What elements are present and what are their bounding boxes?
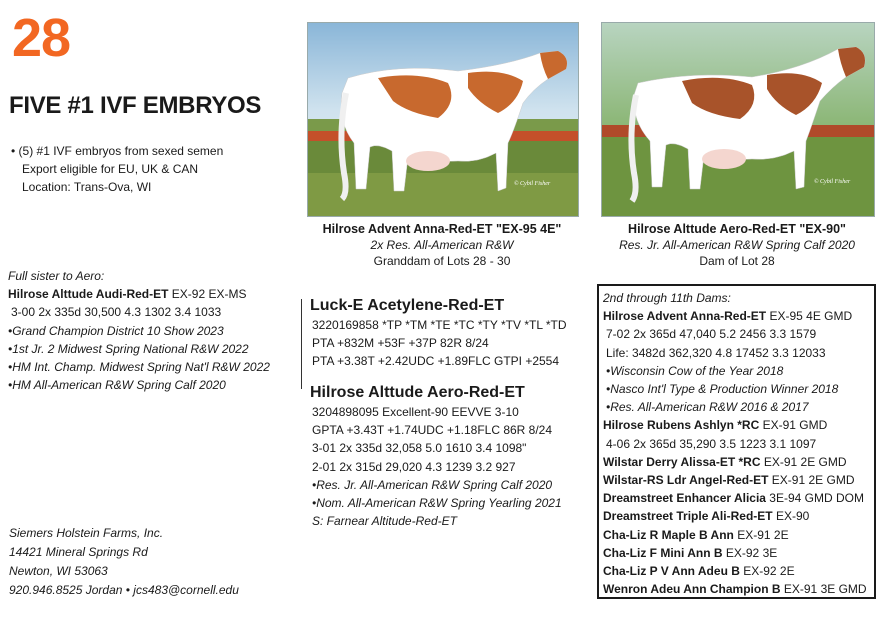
dam-ancestor-detail: EX-91 2E	[733, 527, 789, 542]
dams-box	[597, 284, 876, 599]
dam-sire-line: S: Farnear Altitude-Red-ET	[312, 514, 457, 529]
caption-dam	[582, 221, 892, 269]
dam-ancestor-detail: EX-91 2E GMD	[760, 454, 847, 469]
photo-dam	[601, 22, 875, 217]
dam-ancestor-detail: 3E-94 GMD DOM	[765, 491, 864, 506]
dam-ancestor-name: Dreamstreet Triple Ali-Red-ET	[603, 509, 773, 524]
photo-watermark: © Cybil Fisher	[514, 181, 551, 187]
bullet-line: Export eligible for EU, UK & CAN	[22, 162, 199, 176]
caption-name: Hilrose Alttude Aero-Red-ET "EX-90"	[628, 222, 846, 236]
dam-ancestor-detail: EX-92 3E	[722, 545, 778, 560]
dam-award-line	[603, 362, 874, 380]
dam-award: •Nom. All-American R&W Spring Yearling 2021	[312, 496, 562, 511]
dams-heading: 2nd through 11th Dams:	[603, 291, 731, 305]
caption-granddam	[290, 221, 594, 269]
dam-ancestor-name: Hilrose Rubens Ashlyn *RC	[603, 418, 760, 433]
dam-record-line	[603, 325, 874, 343]
sister-intro: Full sister to Aero:	[8, 269, 105, 283]
consignor-line: Siemers Holstein Farms, Inc.	[9, 526, 164, 540]
dam-ancestor-detail: •Nasco Int'l Type & Production Winner 2018	[606, 382, 839, 397]
consignor-line: 14421 Mineral Springs Rd	[9, 545, 148, 559]
dam-record-line	[603, 344, 874, 362]
dam-award: •Res. Jr. All-American R&W Spring Calf 2020	[312, 477, 553, 492]
cow-photo-granddam	[308, 23, 578, 216]
caption-line3: Granddam of Lots 28 - 30	[373, 254, 511, 268]
dam-ancestor-detail: EX-91 3E GMD	[780, 582, 867, 597]
pedigree-divider	[301, 299, 302, 389]
dam-ancestor-name: Cha-Liz F Mini Ann B	[603, 545, 723, 560]
dam-ancestor-detail: Life: 3482d 362,320 4.8 17452 3.3 12033	[606, 345, 826, 360]
dam-ancestor-detail: EX-91 2E GMD	[768, 473, 855, 488]
dam-ancestor-detail: 4-06 2x 365d 35,290 3.5 1223 3.1 1097	[606, 436, 817, 451]
dam-ancestor-line	[603, 526, 874, 544]
dam-ancestor-detail: EX-95 4E GMD	[766, 309, 853, 324]
dam-ancestor-line	[603, 562, 874, 580]
bullet-line: • (5) #1 IVF embryos from sexed semen	[11, 144, 224, 158]
dam-ancestor-line	[603, 453, 874, 471]
dam-line: 3-01 2x 335d 32,058 5.0 1610 3.4 1098"	[312, 441, 527, 456]
dam-record-line	[603, 435, 874, 453]
cow-photo-dam	[602, 23, 874, 216]
dam-line: 2-01 2x 315d 29,020 4.3 1239 3.2 927	[312, 459, 516, 474]
photo-watermark: © Cybil Fisher	[814, 179, 851, 185]
dam-award-line	[603, 398, 874, 416]
dam-ancestor-line	[603, 416, 874, 434]
dam-section	[310, 383, 562, 530]
dam-ancestor-name: Wilstar Derry Alissa-ET *RC	[603, 454, 761, 469]
dam-ancestor-name: Cha-Liz R Maple B Ann	[603, 527, 734, 542]
dam-name: Hilrose Alttude Aero-Red-ET	[310, 384, 525, 401]
dam-ancestor-detail: •Res. All-American R&W 2016 & 2017	[606, 400, 809, 415]
caption-name: Hilrose Advent Anna-Red-ET "EX-95 4E"	[322, 222, 562, 236]
dam-ancestor-detail: EX-92 2E	[739, 564, 795, 579]
caption-line3: Dam of Lot 28	[699, 254, 775, 268]
dam-ancestor-line	[603, 471, 874, 489]
dam-ancestor-detail: EX-91 GMD	[759, 418, 828, 433]
consignor-line: Newton, WI 53063	[9, 564, 108, 578]
lot-title: FIVE #1 IVF EMBRYOS	[9, 92, 262, 119]
dam-ancestor-line	[603, 307, 874, 325]
sister-name-line	[8, 285, 270, 303]
dam-ancestor-line	[603, 489, 874, 507]
dam-ancestor-name: Dreamstreet Enhancer Alicia	[603, 491, 766, 506]
dam-line: GPTA +3.43T +1.74UDC +1.18FLC 86R 8/24	[312, 423, 553, 438]
dam-ancestor-name: Hilrose Advent Anna-Red-ET	[603, 309, 767, 324]
dam-award-line	[603, 380, 874, 398]
sister-score: EX-92 EX-MS	[168, 287, 247, 302]
dam-ancestor-detail: •Wisconsin Cow of the Year 2018	[606, 363, 784, 378]
sister-award: •1st Jr. 2 Midwest Spring National R&W 2022	[8, 341, 249, 356]
dam-ancestor-name: Wenron Adeu Ann Champion B	[603, 582, 781, 597]
dam-ancestor-line	[603, 544, 874, 562]
caption-sub: 2x Res. All-American R&W	[370, 238, 514, 252]
dam-ancestor-detail: EX-90	[772, 509, 810, 524]
sister-section	[8, 267, 270, 394]
dam-ancestor-line	[603, 507, 874, 525]
lot-number: 28	[12, 8, 71, 68]
dam-ancestor-detail: 7-02 2x 365d 47,040 5.2 2456 3.3 1579	[606, 327, 817, 342]
bullet-line: Location: Trans-Ova, WI	[22, 180, 152, 194]
consignor-block	[9, 524, 239, 600]
sire-line: PTA +3.38T +2.42UDC +1.89FLC GTPI +2554	[312, 354, 560, 369]
sister-award: •HM All-American R&W Spring Calf 2020	[8, 378, 226, 393]
sire-name: Luck-E Acetylene-Red-ET	[310, 297, 505, 314]
consignor-line: 920.946.8525 Jordan • jcs483@cornell.edu	[9, 583, 239, 597]
dam-line: 3204898095 Excellent-90 EEVVE 3-10	[312, 405, 519, 419]
dam-ancestor-name: Cha-Liz P V Ann Adeu B	[603, 564, 740, 579]
caption-sub: Res. Jr. All-American R&W Spring Calf 2020	[619, 238, 855, 252]
sire-section	[310, 296, 567, 371]
sire-line: 3220169858 *TP *TM *TE *TC *TY *TV *TL *TD	[312, 318, 567, 332]
sire-line: PTA +832M +53F +37P 82R 8/24	[312, 336, 489, 351]
sister-award: •HM Int. Champ. Midwest Spring Nat'l R&W 2022	[8, 360, 270, 375]
photo-granddam	[307, 22, 579, 217]
dam-ancestor-name: Wilstar-RS Ldr Angel-Red-ET	[603, 473, 769, 488]
dam-ancestor-line	[603, 580, 874, 598]
sister-name: Hilrose Alttude Audi-Red-ET	[8, 287, 169, 302]
sister-record: 3-00 2x 335d 30,500 4.3 1302 3.4 1033	[11, 305, 222, 320]
sister-award: •Grand Champion District 10 Show 2023	[8, 323, 224, 338]
